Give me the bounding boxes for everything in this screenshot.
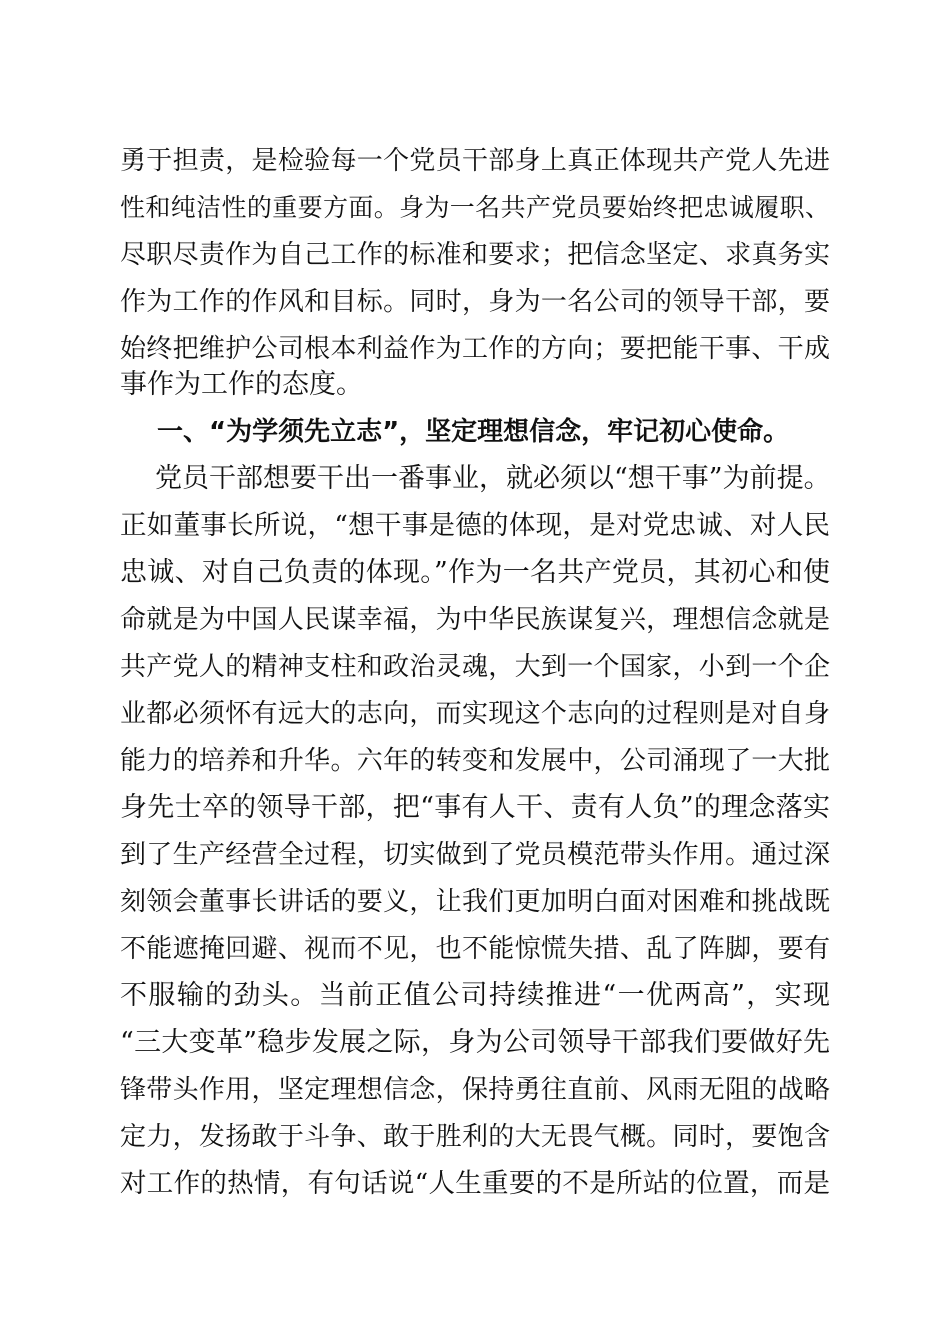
paragraph-2-line-8: 身先士卒的领导干部，把“事有人干、责有人负”的理念落实 [120,792,830,823]
paragraph-1-line-1: 勇于担责，是检验每一个党员干部身上真正体现共产党人先进 [120,146,830,176]
paragraph-2-line-13: “三大变革”稳步发展之际，身为公司领导干部我们要做好先 [120,1027,830,1058]
paragraph-2-line-12: 不服输的劲头。当前正值公司持续推进“一优两高”，实现 [120,980,830,1011]
paragraph-2-line-5: 共产党人的精神支柱和政治灵魂，大到一个国家，小到一个企 [120,652,830,682]
paragraph-2-line-3: 忠诚、对自己负责的体现。”作为一名共产党员，其初心和使 [120,557,830,588]
paragraph-2-line-4: 命就是为中国人民谋幸福，为中华民族谋复兴，理想信念就是 [120,605,830,635]
paragraph-2-line-7: 能力的培养和升华。六年的转变和发展中，公司涌现了一大批 [120,746,830,776]
paragraph-2-line-16: 对工作的热情，有句话说“人生重要的不是所站的位置，而是 [120,1168,830,1199]
paragraph-1-line-2: 性和纯洁性的重要方面。身为一名共产党员要始终把忠诚履职、 [120,193,830,222]
paragraph-2-line-6: 业都必须怀有远大的志向，而实现这个志向的过程则是对自身 [120,699,830,729]
paragraph-1-line-3: 尽职尽责作为自己工作的标准和要求；把信念坚定、求真务实 [120,240,830,270]
paragraph-2-line-9: 到了生产经营全过程，切实做到了党员模范带头作用。通过深 [120,840,830,870]
paragraph-1-line-6: 事作为工作的态度。 [120,369,363,400]
section-heading: 一、“为学须先立志”，坚定理想信念，牢记初心使命。 [157,417,790,447]
paragraph-2-line-15: 定力，发扬敢于斗争、敢于胜利的大无畏气概。同时，要饱含 [120,1122,830,1152]
paragraph-2-line-2: 正如董事长所说，“想干事是德的体现，是对党忠诚、对人民 [120,510,830,541]
paragraph-1-line-4: 作为工作的作风和目标。同时，身为一名公司的领导干部，要 [120,287,830,317]
paragraph-2-line-1: 党员干部想要干出一番事业，就必须以“想干事”为前提。 [155,463,831,494]
paragraph-2-line-11: 不能遮掩回避、视而不见，也不能惊慌失措、乱了阵脚，要有 [120,934,830,964]
paragraph-1-line-5: 始终把维护公司根本利益作为工作的方向；要把能干事、干成 [120,334,830,364]
paragraph-2-line-14: 锋带头作用，坚定理想信念，保持勇往直前、风雨无阻的战略 [120,1075,830,1105]
paragraph-2-line-10: 刻领会董事长讲话的要义，让我们更加明白面对困难和挑战既 [120,887,830,917]
